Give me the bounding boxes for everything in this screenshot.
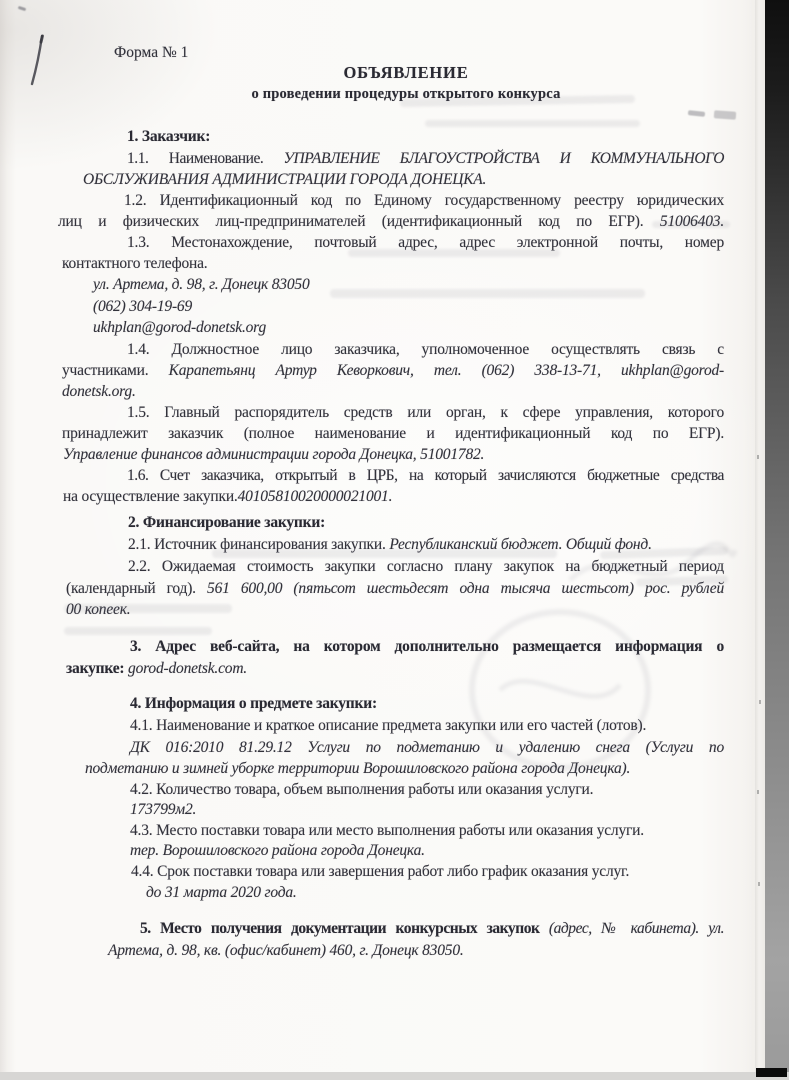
text-segment: donetsk.org. — [62, 383, 136, 400]
bleed-through-artifact — [64, 627, 212, 635]
text-segment: ул. Артема, д. 98, г. Донецк 83050 — [93, 276, 310, 293]
document-title: ОБЪЯВЛЕНИЕ — [343, 63, 469, 82]
text-segment: 3. Адрес веб-сайта, на котором дополнительно размещается информация о — [130, 638, 724, 655]
text-segment: 2.2. Ожидаемая стоимость закупки согласно плану закупок на бюджетный период — [128, 558, 724, 575]
text-segment: 173799м2. — [130, 801, 197, 818]
para-1-6-line-1 — [127, 466, 724, 486]
section-1-heading — [127, 127, 210, 147]
text-segment: 2.1. Источник финансирования закупки. — [128, 536, 390, 553]
bleed-through-artifact — [348, 249, 560, 257]
paper-right-edge — [755, 0, 765, 1080]
address-line — [93, 275, 310, 295]
para-1-5-line-1 — [127, 403, 724, 423]
text-segment: 4. Информация о предмете закупки: — [130, 695, 377, 712]
text-segment: (адрес, № кабинета). ул. — [548, 920, 724, 937]
text-segment: 1.2. Идентификационный код по Единому государственному реестру юридических — [124, 192, 724, 209]
text-segment: 5. Место получения документации конкурсных закупок — [140, 920, 549, 937]
para-1-5-line-3 — [63, 445, 484, 465]
text-segment: (календарный год). — [66, 580, 208, 597]
text-segment: 4.4. Срок поставки товара или завершения работ либо график оказания услуг. — [131, 863, 630, 880]
text-segment: ОБСЛУЖИВАНИЯ АДМИНИСТРАЦИИ ГОРОДА ДОНЕЦКА. — [83, 171, 487, 188]
para-4-4-value — [146, 883, 297, 903]
para-1-4-line-3 — [62, 382, 136, 402]
para-1-4-line-2 — [62, 361, 724, 381]
corner-tick-mark — [18, 6, 27, 11]
text-segment: контактного телефона. — [62, 255, 208, 272]
ink-smudge — [714, 110, 737, 120]
para-1-4-line-1 — [127, 340, 724, 360]
scan-speck — [757, 790, 759, 794]
text-segment: 1.4. Должностное лицо заказчика, уполномоченное осуществлять связь с — [127, 341, 724, 358]
text-segment: на осуществление закупки. — [63, 488, 238, 505]
text-segment: gorod-donetsk.com. — [128, 660, 247, 677]
bleed-through-artifact — [560, 520, 740, 610]
section-4-heading — [130, 694, 377, 714]
para-4-3-value — [130, 841, 425, 861]
text-segment: ukhplan@gorod-donetsk.org — [93, 319, 266, 336]
text-segment: 51006403. — [659, 213, 724, 230]
bleed-through-artifact — [64, 604, 232, 613]
scan-right-edge-shadow — [765, 0, 789, 1080]
para-1-2-line-2 — [58, 212, 724, 232]
bleed-through-artifact — [652, 221, 730, 228]
para-1-1-line-1 — [127, 149, 724, 169]
bleed-through-artifact — [425, 120, 640, 127]
text-segment: лиц и физических лиц-предпринимателей (идентификационный код по ЕГР). — [58, 213, 660, 230]
text-segment: принадлежит заказчик (полное наименование и идентификационный код по ЕГР). — [62, 425, 724, 442]
ink-smudge — [688, 110, 705, 117]
text-segment: ДК 016:2010 81.29.12 Услуги по подметанию и удалению снега (Услуги по — [130, 739, 724, 756]
section-2-heading — [128, 513, 325, 533]
para-1-6-line-2 — [63, 487, 392, 507]
para-1-5-line-2 — [62, 424, 724, 444]
scan-speck — [758, 882, 760, 886]
para-1-1-line-2 — [83, 170, 486, 190]
para-4-4 — [131, 862, 629, 882]
text-segment: тер. Ворошиловского района города Донецка. — [130, 842, 425, 859]
text-segment: 4.1. Наименование и краткое описание предмета закупки или его частей (лотов). — [130, 717, 647, 734]
text-segment: 2. Финансирование закупки: — [128, 514, 326, 531]
text-segment: 1. Заказчик: — [127, 128, 211, 145]
text-segment: участниками. — [62, 362, 169, 379]
para-1-2-line-1 — [124, 191, 724, 211]
bleed-through-artifact — [460, 600, 660, 780]
pen-mark — [28, 32, 48, 90]
text-segment: 00 копеек. — [66, 601, 131, 618]
scan-black-mark — [756, 1068, 787, 1077]
text-segment: 1.5. Главный распорядитель средств или орган, к сфере управления, которого — [127, 404, 724, 421]
text-segment: подметанию и зимней уборке территории Ворошиловского района города Донецка). — [85, 760, 631, 777]
text-segment: (062) 304-19-69 — [93, 298, 193, 315]
text-segment: 4.2. Количество товара, объем выполнения работы или оказания услуги. — [130, 781, 594, 798]
text-segment: УПРАВЛЕНИЕ БЛАГОУСТРОЙСТВА И КОММУНАЛЬНОГО — [283, 150, 724, 167]
section-5-line-1 — [140, 919, 724, 939]
text-segment: 561 600,00 (пятьсот шестьдесят одна тысяча шестьсот) рос. рублей — [207, 580, 724, 597]
text-segment: до 31 марта 2020 года. — [146, 884, 297, 901]
text-segment: закупке: — [66, 660, 129, 677]
text-segment: 1.1. Наименование. — [127, 150, 284, 167]
bleed-through-artifact — [330, 289, 645, 298]
phone-line — [93, 297, 192, 317]
text-segment: 1.6. Счет заказчика, открытый в ЦРБ, на который зачисляются бюджетные средства — [127, 467, 724, 484]
para-1-3-line-2 — [62, 254, 207, 274]
form-number-label: Форма № 1 — [114, 44, 189, 61]
text-segment: 40105810020000021001. — [237, 488, 393, 505]
para-4-2-value — [130, 800, 196, 820]
scan-bottom-band — [0, 1072, 789, 1080]
para-4-3 — [130, 821, 644, 841]
text-segment: Управление финансов администрации города Донецка, 51001782. — [63, 446, 485, 463]
text-segment: Артема, д. 98, кв. (офис/кабинет) 460, г. Донецк 83050. — [108, 942, 464, 959]
email-line — [93, 318, 266, 338]
bleed-through-artifact — [212, 549, 557, 558]
document-subtitle: о проведении процедуры открытого конкурса — [251, 86, 561, 102]
text-segment: Республиканский бюджет. Общий фонд. — [389, 536, 652, 553]
text-segment: 1.3. Местонахождение, почтовый адрес, адрес электронной почты, номер — [127, 234, 724, 251]
scan-speck — [759, 700, 761, 704]
text-segment: Карапетьянц Артур Кеворкович, тел. (062) 338-13-71, ukhplan@gorod- — [168, 362, 724, 379]
section-3-line-2 — [66, 659, 247, 679]
para-4-2 — [130, 780, 593, 800]
scan-speck — [757, 455, 759, 459]
text-segment: 4.3. Место поставки товара или место выполнения работы или оказания услуги. — [130, 822, 644, 839]
section-5-line-2 — [108, 941, 464, 961]
